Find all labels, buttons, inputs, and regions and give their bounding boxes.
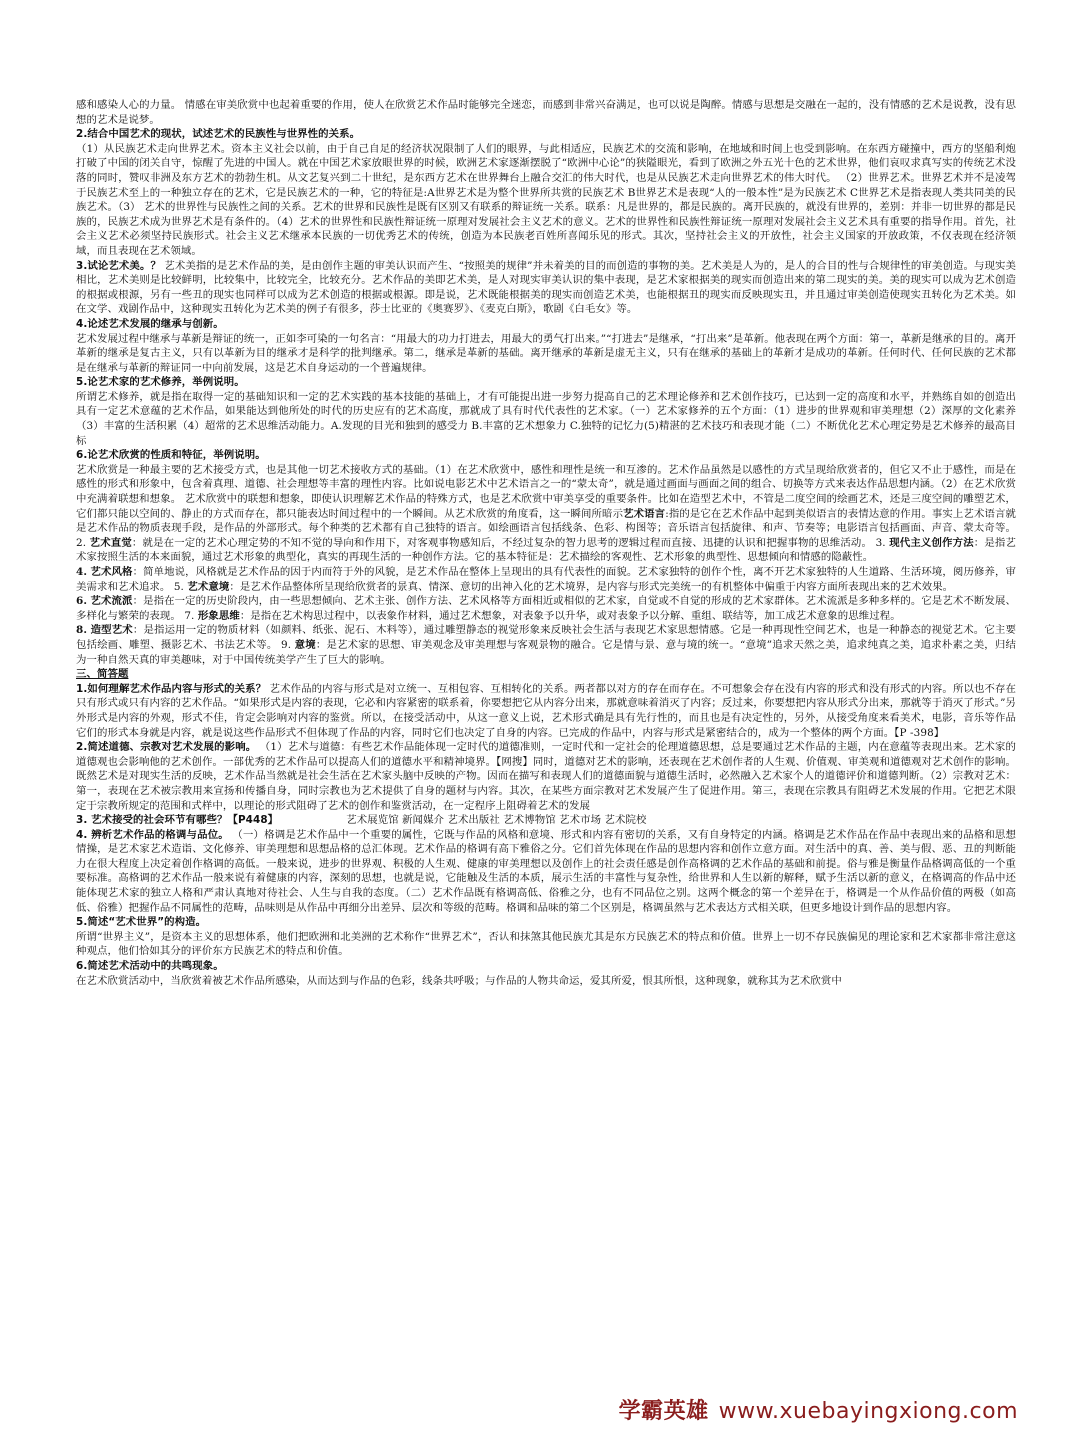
term-7-body: ：是指在艺术构思过程中，以表象作材料，通过艺术想象，对表象予以升华，或对表象予以分解、重组、联结等，加工成艺术意象的思维过程。 — [239, 609, 901, 622]
document-page — [76, 98, 1016, 988]
term-3-number: 3. — [875, 536, 886, 549]
term-4-title: 艺术风格 — [90, 566, 133, 578]
footer-brand: 学霸英雄 — [618, 1399, 709, 1424]
question-3-heading: 3.试论艺术美。？ — [76, 259, 161, 272]
question-6-heading: 6.论艺术欣赏的性质和特征，举例说明。 — [76, 449, 266, 462]
question-5-heading: 5.论艺术家的艺术修养，举例说明。 — [76, 376, 245, 389]
question-6-body-b: :指的是它在艺术作品中起到美似语言的表情达意的作用。事实上艺术语言就是艺术作品的物质表现手段，是作品的外部形式。每个种类的艺术都有自己独特的语言。如绘画语言包括线条、色彩、构图等；音乐语言包括旋律、和声、节奏等；电影语言包括画面、声音、蒙太奇等。 — [76, 507, 1016, 535]
question-6-body-a: 艺术欣赏是一种最主要的艺术接受方式，也是其他一切艺术接收方式的基础。（1）在艺术欣赏中，感性和理性是统一和互渗的。艺术作品虽然是以感性的方式呈现给欣赏者的，但它又不止于感性，而是在感性的形式和形象中，包含着真理、道德、社会理想等丰富的理性内容。比如说电影艺术中艺术语言之一的“蒙太奇”，就是通过画面与画面之间的组合、切换等方式来表达作品思想内涵。（2）在艺术欣赏中充满着联想和想象。 艺术欣赏中的联想和想象，即使认识理解艺术作品的特殊方式，也是艺术欣赏中审美享受的重要条件。比如在造型艺术中，不管是二度空间的绘画艺术，还是三度空间的雕塑艺术，它们都只能以空间的、静止的方式而存在，都只能表达时间过程中的一个瞬间。从艺术欣赏的角度看，这一瞬间所暗示 — [76, 463, 1016, 520]
term-9-body: ：是艺术家的思想、审美观念及审美理想与客观景物的融合。它是情与景、意与境的统一。“意境”追求天然之美，追求纯真之美，追求朴素之美，归结为一种自然天真的审美趣味，对于中国传统美学产生了巨大的影响。 — [76, 638, 1016, 666]
term-6-body: ：是指在一定的历史阶段内，由一些思想倾向、艺术主张、创作方法、艺术风格等方面相近或相似的艺术家，自觉或不自觉的形成的艺术家群体。艺术流派是多种多样的。它是艺术不断发展、多样化与繁荣的表现。 — [76, 595, 1017, 622]
question-4-body: 艺术发展过程中继承与革新是辩证的统一，正如李可染的一句名言：“用最大的功力打进去，用最大的勇气打出来。”“打进去”是继承，“打出来”是革新。他表现在两个方面：第一，革新是继承的目的。离开革新的继承是复古主义，只有以革新为目的继承才是科学的批判继承。第二，继承是革新的基础。离开继承的革新是虚无主义，只有在继承的基础上的革新才是成功的革新。任何时代、任何民族的艺术都是在继承与革新的辩证同一中向前发展，这是艺术自身运动的一个普遍规律。 — [76, 332, 1016, 374]
short-answer-5-body: 所谓“世界主义”，是资本主义的思想体系，他们把欧洲和北美洲的艺术称作“世界艺术”，否认和抹煞其他民族尤其是东方民族艺术的特点和价值。世界上一切不存民族偏见的理论家和艺术家都非常注意这种观点，他们恰如其分的评价东方民族艺术的特点和价值。 — [76, 930, 1016, 958]
short-answer-1 — [76, 682, 1016, 740]
term-7-number: 7. — [184, 609, 195, 622]
short-answer-2-heading: 2.简述道德、宗教对艺术发展的影响。 — [76, 741, 257, 754]
short-answer-2 — [76, 740, 1016, 813]
short-answer-6-heading: 6.简述艺术活动中的共鸣现象。 — [76, 960, 224, 973]
term-9-title: 意境 — [294, 638, 316, 651]
term-4-5-block — [76, 565, 1016, 594]
short-answer-1-body: 艺术作品的内容与形式是对立统一、互相包容、互相转化的关系。两者都以对方的存在而存在。不可想象会存在没有内容的形式和没有形式的内容。所以也不存在只有形式或只有内容的艺术作品。“如果形式是内容的表现，它必和内容紧密的联系着，你要想把它从内容分出来，那就意味着消灭了内容；反过来，你要想把内容从形式分出来，那就等于消灭了形式。”另外形式是内容的外观，形式不佳，肯定会影响对内容的鉴赏。所以，在接受活动中，从这一意义上说，艺术形式确是具有先行性的，而且也是有决定性的，另外，从接受角度来看美术，电影，音乐等作品它们的形式本身就是内容，就是说这些作品形式不但体现了作品的内容，同时它们也决定了自身的内容。已完成的作品中，内容与形式是紧密结合的，成为一个整体的两个方面。【P -398】 — [76, 682, 1017, 739]
question-3-block — [76, 259, 1016, 317]
term-2-body: ：就是在一定的艺术心理定势的不知不觉的导向和作用下，对客观事物感知后，不经过复杂的智力思考的逻辑过程而直接、迅捷的认识和把握事物的思维活动。 — [131, 536, 876, 549]
term-2-title: 艺术直觉 — [89, 536, 132, 549]
term-3-title: 现代主义创作方法 — [889, 536, 974, 549]
question-2-heading: 2.结合中国艺术的现状，试述艺术的民族性与世界性的关系。 — [76, 128, 361, 141]
question-5-body: 所谓艺术修养，就是指在取得一定的基础知识和一定的艺术实践的基本技能的基础上，才有可能提出进一步努力提高自己的艺术理论修养和艺术创作技巧，已达到一定的高度和水平，并熟练自如的创造出具有一定艺术意蕴的艺术作品，如果能达到他所处的时代的历史应有的艺术高度，那就成了具有时代代表性的艺术家。（一）艺术家修养的五个方面：（1）进步的世界观和审美理想（2）深厚的文化素养（3）丰富的生活积累（4）超常的艺术思维活动能力。A.发现的目光和独到的感受力 B.丰富的艺术想象力 C.独特的记忆力(5)精湛的艺术技巧和表现才能（二）不断优化艺术心理定势是艺术修养的最高目标 — [76, 390, 1016, 447]
term-8-9-block — [76, 623, 1016, 667]
question-3-body: 艺术美指的是艺术作品的美，是由创作主题的审美认识而产生、“按照美的规律”并未着美的目的而创造的事物的美。艺术美是人为的，是人的合目的性与合规律性的审美创造。与现实美相比，艺术美则是比较鲜明，比较集中，比较完全，比较充分。艺术作品的美即艺术美，是人对现实审美认识的集中表现，是艺术家根据美的现实而创造出来的第二现实的美。美的现实可以成为艺术创造的根据或根源，另有一些丑的现实也同样可以成为艺术创造的根据或根源。即是说，艺术既能根据美的现实而创造艺术美，也能根据丑的现实而反映现实丑，并且通过审美创造使现实丑转化为艺术美。如在文学、戏剧作品中，这种现实丑转化为艺术美的例子有很多，莎士比亚的《奥赛罗》、《麦克白斯》，歌剧《白毛女》等。 — [76, 259, 1017, 316]
short-answer-1-heading: 1.如何理解艺术作品内容与形式的关系？ — [76, 682, 267, 695]
term-5-number: 5. — [173, 580, 184, 593]
term-5-title: 艺术意境 — [187, 580, 230, 593]
short-answer-5-heading: 5.简述“艺术世界”的构造。 — [76, 916, 207, 929]
short-answer-4-heading: 4. 辨析艺术作品的格调与品位。 — [76, 828, 229, 841]
footer-watermark — [619, 1394, 1018, 1424]
section-3-heading: 三、简答题 — [76, 668, 129, 681]
short-answer-4-body: （一）格调是艺术作品中一个重要的属性，它既与作品的风格和意境、形式和内容有密切的关系，又有自身特定的内涵。格调是艺术作品在作品中表现出来的品格和思想情操，是艺术家艺术造诣、文化修养、审美理想和思想品格的总汇体现。艺术作品的格调有高下雅俗之分。它们首先体现在作品的思想内容和创作立意方面。对生活中的真、善、美与假、恶、丑的判断能力在很大程度上决定着创作格调的高低。一般来说，进步的世界观、积极的人生观、健康的审美理想以及创作上的社会责任感是创作高格调的艺术作品的基础和前提。俗与雅是衡量作品格调高低的一个重要标准。高格调的艺术作品一般来说有着健康的内容，深刻的思想，也就是说，它能触及生活的本质，展示生活的丰富性与复杂性，给世界和人生以新的解释，赋予生活以新的意义，在格调高的作品中还能体现艺术家的独立人格和严肃认真地对待社会、人生与自我的态度。（二）艺术作品既有格调高低、俗雅之分，也有不同品位之别。这两个概念的第一个差异在于，格调是一个从作品价值的两极（如高低、俗雅）把握作品不同属性的范畴，品味则是从作品中再细分出差异、层次和等级的范畴。格调和品味的第二个区别是，格调虽然与艺术表达方式相关联，但更多地设计到作品的思想内容。 — [76, 828, 1016, 914]
short-answer-6-body: 在艺术欣赏活动中，当欣赏着被艺术作品所感染，从而达到与作品的色彩，线条共呼吸；与作品的人物共命运，爱其所爱，恨其所恨，这种现象，就称其为艺术欣赏中 — [76, 974, 842, 987]
term-8-number: 8. — [76, 624, 88, 637]
term-5-body: ：是艺术作品整体所呈现给欣赏者的景真、情深、意切的出神入化的艺术境界，是内容与形式完美统一的有机整体中偏重于内容方面所表现出来的艺术效果。 — [229, 580, 954, 593]
short-answer-2-body: （1）艺术与道德：有些艺术作品能体现一定时代的道德准则，一定时代和一定社会的伦理道德思想，总是要通过艺术作品的主题，内在意蕴等表现出来。艺术家的道德观也会影响他的艺术创作。一部优秀的艺术作品可以提高人们的道德水平和精神境界。【网搜】同时，道德对艺术的影响，还表现在艺术创作者的人生观、价值观、审美观和道德观对艺术创作的影响。既然艺术是对现实生活的反映，艺术作品当然就是社会生活在艺术家头脑中反映的产物。因而在描写和表现人们的道德面貌与道德生活时，必然融入艺术家个人的道德评价和道德判断。（2）宗教对艺术：第一，表现在艺术被宗教用来宣扬和传播自身，同时宗教也为艺术提供了自身的题材与内容。其次，在某些方面宗教对艺术发展产生了促进作用。第三，表现在宗教具有阻碍艺术发展的作用。它把艺术限定于宗教所规定的范围和式样中，以理论的形式阻碍了艺术的创作和鉴赏活动，在一定程序上阻碍着艺术的发展 — [76, 741, 1016, 812]
term-8-body: ：是指运用一定的物质材料（如颜料、纸张、泥石、木料等），通过雕塑静态的视觉形象来反映社会生活与表现艺术家思想情感。它是一种再现性空间艺术，也是一种静态的视觉艺术。它主要包括绘画、雕塑、摄影艺术、书法艺术等。 — [76, 624, 1016, 651]
term-art-language: 艺术语言 — [623, 507, 666, 520]
term-2-number: 2. — [76, 536, 87, 549]
term-6-title: 艺术流派 — [90, 595, 133, 608]
footer-url[interactable]: www.xuebayingxiong.com — [718, 1399, 1018, 1424]
term-8-title: 造型艺术 — [90, 624, 133, 637]
term-4-body: ：简单地说，风格就是艺术作品的因于内而符于外的风貌，是艺术作品在整体上呈现出的具有代表性的面貌。艺术家独特的创作个性，离不开艺术家独特的人生道路、生活环境，阅历修养，审美需求和艺术追求。 — [76, 566, 1017, 593]
term-6-number: 6. — [76, 595, 88, 608]
short-answer-3 — [76, 813, 1016, 828]
question-4-heading: 4.论述艺术发展的继承与创新。 — [76, 317, 224, 330]
term-9-number: 9. — [280, 638, 292, 651]
term-6-7-block — [76, 594, 1016, 623]
term-3-body: ：是指艺术家按照生活的本来面貌，通过艺术形象的典型化，真实的再现生活的一种创作方法。它的基本特征是：艺术描绘的客观性、艺术形象的典型性、思想倾向和情感的隐蔽性。 — [76, 536, 1016, 564]
short-answer-3-items: 艺术展览馆 新闻媒介 艺术出版社 艺术博物馆 艺术市场 艺术院校 — [346, 814, 647, 827]
short-answer-4 — [76, 828, 1016, 916]
term-4-number: 4. — [76, 566, 88, 578]
short-answer-3-heading: 3. 艺术接受的社会环节有哪些？【P448】 — [76, 814, 279, 827]
intro-paragraph: 感和感染人心的力量。 情感在审美欣赏中也起着重要的作用，使人在欣赏艺术作品时能够完全迷恋，而感到非常兴奋满足，也可以说是陶醉。情感与思想是交融在一起的，没有情感的艺术是说教，没有思想的艺术是说梦。 — [76, 99, 1016, 126]
term-7-title: 形象思维 — [197, 609, 240, 622]
question-6-body — [76, 463, 1016, 565]
question-2-body: （1）从民族艺术走向世界艺术。资本主义社会以前，由于自己自足的经济状况限制了人们的眼界，与此相适应，民族艺术的交流和影响，在地域和时间上也受到影响。在东西方碰撞中，西方的坚船利炮打破了中国的闭关自守，惊醒了先进的中国人。就在中国艺术家放眼世界的时候，欧洲艺术家逐渐摆脱了“欧洲中心论”的狭隘眼光，看到了欧洲之外五光十色的艺术世界，他们哀叹求真写实的传统艺术没落的同时，赞叹非洲及东方艺术的勃勃生机。从文艺复兴到二十世纪，是东西方艺术在世界舞台上融合交汇的伟大时代，也是从民族艺术走向世界艺术的伟大时代。 （2）世界艺术。世界艺术并不是凌驾于民族艺术至上的一种独立存在的艺术，它是民族艺术的一种，它的特征是:A世界艺术是为整个世界所共赏的民族艺术 B世界艺术是表现“人的一般本性”是为民族艺术 C世界艺术是指表现人类共同美的民族艺术。（3） 艺术的世界性与民族性之间的关系。艺术的世界和民族性是既有区别又有联系的辩证统一关系。联系：凡是世界的，都是民族的。离开民族的，就没有世界的，差别：并非一切世界的都是民族的，民族艺术成为世界艺术是有条件的。（4）艺术的世界性和民族性辩证统一原理对发展社会主义艺术的意义。艺术的世界性和民族性辩证统一原理对发展社会主义艺术具有重要的指导作用。首先，社会主义艺术必须坚持民族形式。社会主义艺术继承本民族的一切优秀艺术的传统，创造为本民族老百姓所喜闻乐见的形式。其次，坚持社会主义的开放性，社会主义国家的开放政策，不仅表现在经济领域，而且表现在艺术领域。 — [76, 142, 1016, 257]
